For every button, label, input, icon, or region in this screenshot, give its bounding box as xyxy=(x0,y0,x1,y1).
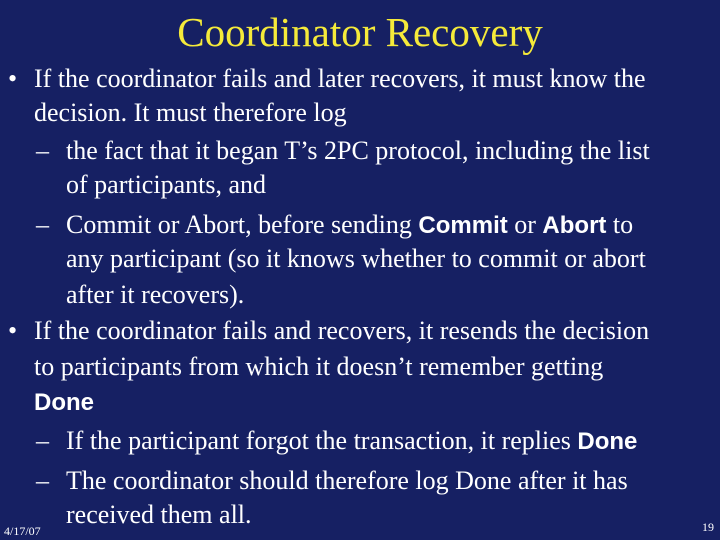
footer-date: 4/17/07 xyxy=(4,524,41,538)
bullet-1-line-1: If the coordinator fails and later recovers, it must know the xyxy=(34,64,646,93)
abort-keyword: Abort xyxy=(542,212,607,239)
bullet-2-line-1: If the coordinator fails and recovers, it resends the decision xyxy=(34,316,650,345)
sub-2-or: or xyxy=(507,210,543,239)
bullet-marker: • xyxy=(8,316,18,345)
bullet-2-line-2: to participants from which it doesn’t remember getting xyxy=(34,352,604,381)
sub-1-line-1: the fact that it began T’s 2PC protocol, including the list xyxy=(66,136,650,165)
sub-4-line-1: The coordinator should therefore log Done after it has xyxy=(66,466,628,495)
sub-3-text: If the participant forgot the transaction, it replies xyxy=(66,426,578,455)
bullet-1-line-2: decision. It must therefore log xyxy=(34,98,347,127)
page-number: 19 xyxy=(702,520,714,534)
dash-marker: – xyxy=(36,210,49,239)
commit-keyword: Commit xyxy=(418,212,508,239)
sub-2-line-2: any participant (so it knows whether to commit or abort xyxy=(66,244,646,273)
bullet-marker: • xyxy=(8,64,18,93)
sub-3-line-1 xyxy=(66,424,637,459)
sub-1-line-2: of participants, and xyxy=(66,170,266,199)
done-keyword: Done xyxy=(577,428,638,455)
sub-2-text: Commit or Abort, before sending xyxy=(66,210,419,239)
done-keyword: Done xyxy=(34,389,94,416)
sub-2-line-3: after it recovers). xyxy=(66,280,245,309)
sub-4-line-2: received them all. xyxy=(66,500,252,529)
slide-title: Coordinator Recovery xyxy=(177,9,543,55)
sub-2-line-1 xyxy=(66,208,633,243)
dash-marker: – xyxy=(36,466,49,495)
sub-2-to: to xyxy=(606,210,634,239)
dash-marker: – xyxy=(36,136,49,165)
dash-marker: – xyxy=(36,426,49,455)
